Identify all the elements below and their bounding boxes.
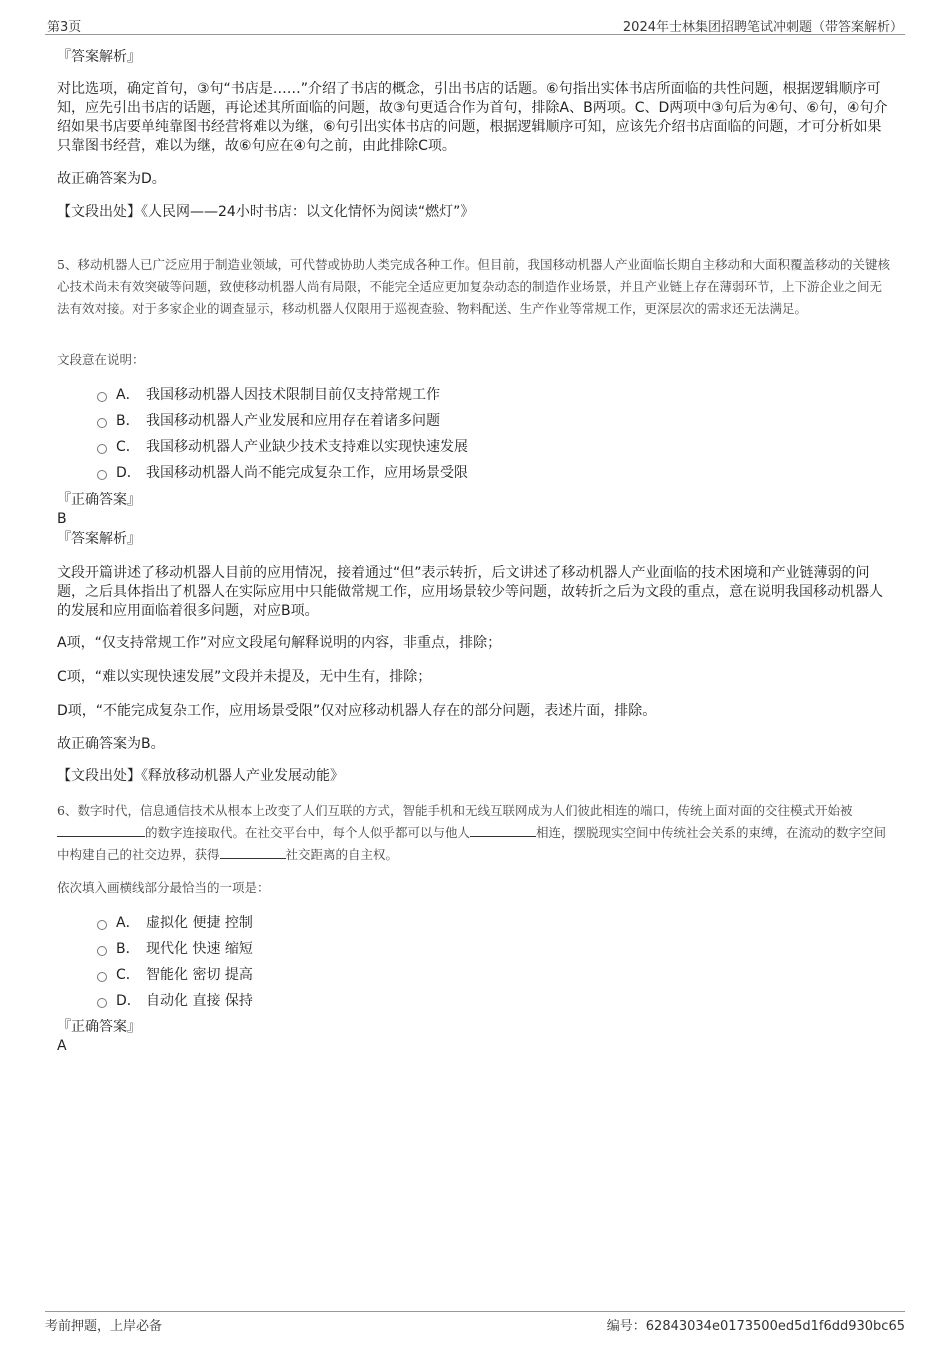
q5-option-d[interactable]: D． 我国移动机器人尚不能完成复杂工作，应用场景受限 bbox=[97, 463, 468, 483]
q6-question-text: 6、数字时代，信息通信技术从根本上改变了人们互联的方式，智能手机和无线互联网成为人们彼此相连的端口，传统上面对面的交往模式开始被的数字连接取代。在社交平台中，每个人似乎都可以与他人 相连，摆脱现实空间中传统社会关系的束缚，在流动的数字空间中构建自己的社交边界，获得 社交距离的自主权。 bbox=[57, 803, 887, 862]
q6-correct-answer: A bbox=[57, 1038, 67, 1054]
document-title: 2024年士林集团招聘笔试冲刺题（带答案解析） bbox=[622, 20, 903, 35]
radio-icon[interactable] bbox=[97, 920, 107, 930]
radio-icon[interactable] bbox=[97, 392, 107, 402]
radio-icon[interactable] bbox=[97, 444, 107, 454]
blank-1 bbox=[57, 822, 145, 837]
page-number: 第3页 bbox=[47, 20, 82, 35]
q5-note-c: C项，“难以实现快速发展”文段并未提及，无中生有，排除； bbox=[57, 669, 432, 685]
document-code: 编号：62843034e0173500ed5d1f6dd930bc65 bbox=[606, 1319, 905, 1334]
q5-conclusion: 故正确答案为B。 bbox=[57, 736, 165, 752]
q5-question-text: 5、移动机器人已广泛应用于制造业领域，可代替或协助人类完成各种工作。但目前，我国移动机器人产业面临长期自主移动和大面积覆盖移动的关键核心技术尚未有效突破等问题，致使移动机器人尚有局限，不能完全适应更加复杂动态的制造作业场景，并且产业链上存在薄弱环节，上下游企业之间无法有效对接。对于多家企业的调查显示，移动机器人仅限用于巡视查验、物料配送、生产作业等常规工作，更深层次的需求还无法满足。 bbox=[57, 257, 890, 316]
page-header bbox=[45, 14, 905, 35]
footer-slogan: 考前押题，上岸必备 bbox=[45, 1319, 163, 1334]
q5-analysis-text: 文段开篇讲述了移动机器人目前的应用情况，接着通过“但”表示转折，后文讲述了移动机器人产业面临的技术困境和产业链薄弱的问题，之后具体指出了机器人在实际应用中只能做常规工作，应用场景较少等问题，故转折之后为文段的重点，意在说明我国移动机器人的发展和应用面临着很多问题，对应B项。 bbox=[57, 565, 883, 619]
q5-correct-label: 『正确答案』 bbox=[57, 492, 141, 508]
q4-analysis-label: 『答案解析』 bbox=[57, 49, 141, 65]
q5-option-b[interactable]: B． 我国移动机器人产业发展和应用存在着诸多问题 bbox=[97, 411, 440, 431]
radio-icon[interactable] bbox=[97, 946, 107, 956]
q4-analysis-text: 对比选项，确定首句，③句“书店是……”介绍了书店的概念，引出书店的话题。⑥句指出实体书店所面临的共性问题，根据逻辑顺序可知，应先引出书店的话题，再论述其所面临的问题，故③句更适合作为首句，排除A、B两项。C、D两项中③句后为④句、⑥句，④句介绍如果书店要单纯靠图书经营将难以为继，⑥句引出实体书店的问题，根据逻辑顺序可知，应该先介绍书店面临的问题，才可分析如果只靠图书经营，难以为继，故⑥句应在④句之前，由此排除C项。 bbox=[57, 81, 888, 154]
q6-prompt: 依次填入画横线部分最恰当的一项是： bbox=[57, 880, 270, 895]
radio-icon[interactable] bbox=[97, 470, 107, 480]
q5-option-a[interactable]: A． 我国移动机器人因技术限制目前仅支持常规工作 bbox=[97, 385, 440, 405]
q5-note-a: A项，“仅支持常规工作”对应文段尾句解释说明的内容，非重点，排除； bbox=[57, 635, 502, 651]
q5-correct-answer: B bbox=[57, 511, 67, 527]
radio-icon[interactable] bbox=[97, 998, 107, 1008]
blank-3 bbox=[220, 844, 286, 859]
q6-option-b[interactable]: B． 现代化 快速 缩短 bbox=[97, 939, 253, 959]
blank-2 bbox=[470, 822, 536, 837]
q5-prompt: 文段意在说明： bbox=[57, 352, 145, 367]
page-footer bbox=[45, 1311, 905, 1336]
q5-analysis-label: 『答案解析』 bbox=[57, 531, 141, 547]
q6-option-c[interactable]: C． 智能化 密切 提高 bbox=[97, 965, 253, 985]
q4-conclusion: 故正确答案为D。 bbox=[57, 171, 166, 187]
q4-source: 【文段出处】《人民网——24小时书店：以文化情怀为阅读“燃灯”》 bbox=[57, 204, 475, 220]
q5-note-d: D项，“不能完成复杂工作，应用场景受限”仅对应移动机器人存在的部分问题，表述片面，排除。 bbox=[57, 703, 657, 719]
radio-icon[interactable] bbox=[97, 972, 107, 982]
radio-icon[interactable] bbox=[97, 418, 107, 428]
q5-source: 【文段出处】《释放移动机器人产业发展动能》 bbox=[57, 768, 344, 784]
q6-correct-label: 『正确答案』 bbox=[57, 1019, 141, 1035]
q6-option-a[interactable]: A． 虚拟化 便捷 控制 bbox=[97, 913, 253, 933]
q5-option-c[interactable]: C． 我国移动机器人产业缺少技术支持难以实现快速发展 bbox=[97, 437, 468, 457]
q6-option-d[interactable]: D． 自动化 直接 保持 bbox=[97, 991, 253, 1011]
